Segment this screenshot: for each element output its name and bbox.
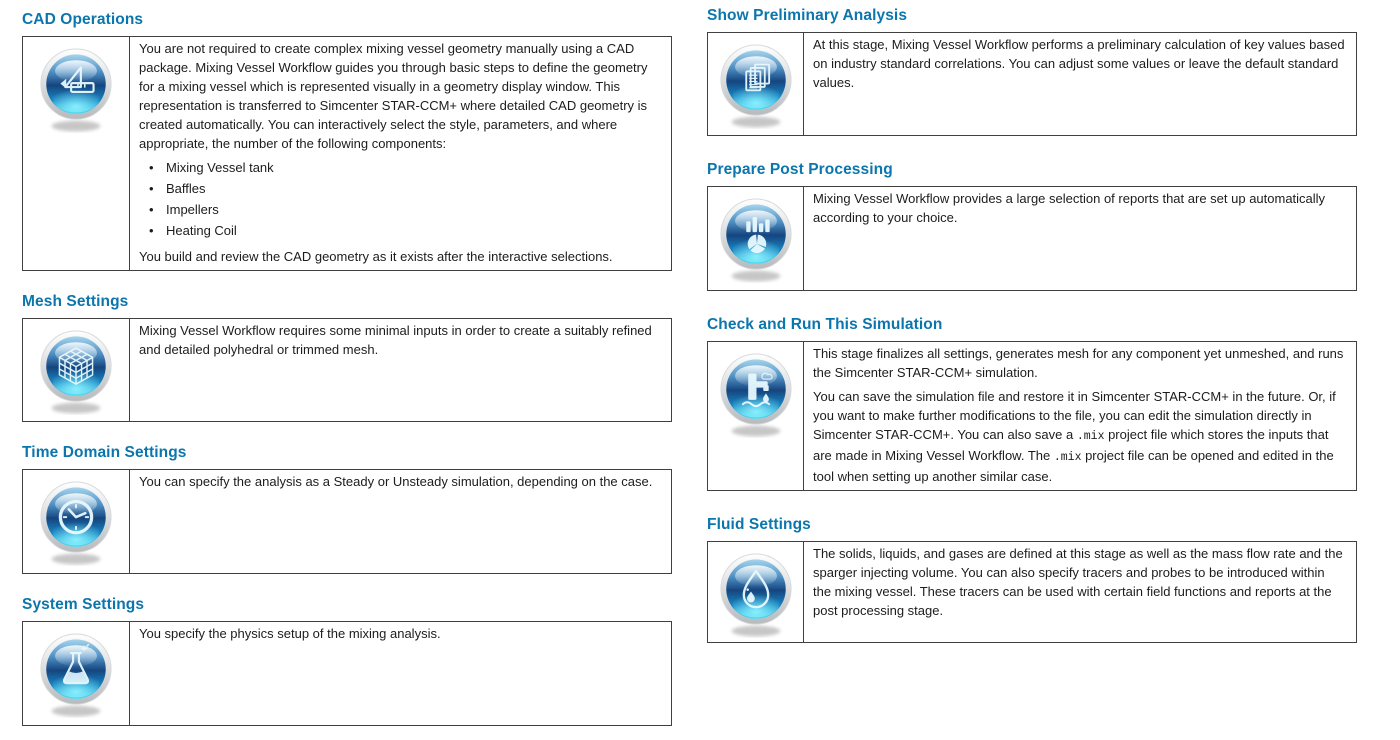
icon-cell	[708, 33, 804, 135]
icon-cell	[708, 187, 804, 290]
paragraph	[813, 344, 1346, 382]
section-title-system-settings: System Settings	[22, 596, 145, 613]
paragraph	[139, 472, 661, 491]
text-segment: project file which stores the inputs that are made in Mixing Vessel Workflow. The	[813, 427, 1329, 463]
section-title-fluid-settings: Fluid Settings	[707, 516, 811, 533]
section-show-preliminary-analysis	[707, 6, 1357, 136]
chart-icon	[717, 193, 795, 283]
mesh-icon	[37, 325, 115, 415]
bullet-item: • Heating Coil	[139, 221, 661, 240]
section-box	[707, 341, 1357, 491]
text-segment: You are not required to create complex mixing vessel geometry manually using a CAD package. Mixing Vessel Workflow guides you through basic steps to define the geometry for a mixing vessel which is represented visually in a geometry display window. This representation is transferred to Simcenter STAR-CCM+ where detailed CAD geometry is created automatically. You can interactively select the style, parameters, and where appropriate, the number of the following components:	[139, 41, 648, 151]
section-box	[22, 469, 672, 574]
inline-code: .mix	[1053, 451, 1082, 464]
text-cell	[804, 342, 1356, 490]
paragraph	[813, 387, 1346, 486]
clock-icon	[37, 476, 115, 566]
text-segment: Mixing Vessel Workflow provides a large selection of reports that are set up automatically according to your choice.	[813, 191, 1326, 225]
inline-code: .mix	[1076, 430, 1105, 443]
section-title-show-preliminary-analysis: Show Preliminary Analysis	[707, 7, 908, 24]
section-title-prepare-post-processing: Prepare Post Processing	[707, 161, 893, 178]
section-box	[707, 32, 1357, 136]
section-cad-operations	[22, 10, 672, 271]
paragraph	[139, 39, 661, 153]
text-cell	[130, 319, 671, 421]
section-title-time-domain-settings: Time Domain Settings	[22, 444, 187, 461]
section-box	[707, 541, 1357, 643]
text-segment: You can specify the analysis as a Steady or Unsteady simulation, depending on the case.	[139, 474, 653, 489]
paragraph	[813, 189, 1346, 227]
section-prepare-post-processing	[707, 160, 1357, 291]
flask-icon	[37, 628, 115, 718]
section-box	[22, 621, 672, 726]
text-cell	[130, 37, 671, 270]
left-column	[22, 10, 672, 726]
text-segment: You specify the physics setup of the mixing analysis.	[139, 626, 441, 641]
icon-cell	[708, 342, 804, 490]
bullet-item: • Baffles	[139, 179, 661, 198]
section-system-settings	[22, 595, 672, 726]
text-segment: This stage finalizes all settings, generates mesh for any component yet unmeshed, and runs the Simcenter STAR-CCM+ simulation.	[813, 346, 1344, 380]
icon-cell	[23, 470, 130, 573]
bullet-item: • Impellers	[139, 200, 661, 219]
icon-cell	[23, 622, 130, 725]
text-segment: You build and review the CAD geometry as it exists after the interactive selections.	[139, 249, 613, 264]
icon-cell	[23, 37, 130, 270]
paragraph	[813, 35, 1346, 92]
droplet-icon	[717, 548, 795, 638]
section-title-cad-operations: CAD Operations	[22, 11, 144, 28]
text-segment: The solids, liquids, and gases are defined at this stage as well as the mass flow rate and the sparger injecting volume. You can also specify tracers and probes to be introduced within the mixing vessel. These tracers can be used with certain field functions and reports at the post processing stage.	[813, 546, 1343, 618]
icon-cell	[708, 542, 804, 642]
text-segment: You can save the simulation file and restore it in Simcenter STAR-CCM+ in the future. Or, if you want to make further modifications to the file, you can edit the simulation directly in Simcenter STAR-CCM+. You can also save a	[813, 389, 1336, 442]
documents-icon	[717, 39, 795, 129]
bullet-list	[139, 158, 661, 240]
bullet-item: • Mixing Vessel tank	[139, 158, 661, 177]
section-check-and-run-this-simulation	[707, 315, 1357, 491]
section-box	[22, 36, 672, 271]
paragraph	[813, 544, 1346, 620]
cad-icon	[37, 43, 115, 133]
section-fluid-settings	[707, 515, 1357, 643]
text-cell	[804, 542, 1356, 642]
section-box	[22, 318, 672, 422]
paragraph	[139, 321, 661, 359]
text-cell	[804, 187, 1356, 290]
text-cell	[130, 470, 671, 573]
icon-cell	[23, 319, 130, 421]
faucet-icon	[717, 348, 795, 438]
section-time-domain-settings	[22, 443, 672, 574]
text-segment: At this stage, Mixing Vessel Workflow performs a preliminary calculation of key values based on industry standard correlations. You can adjust some values or leave the default standard values.	[813, 37, 1345, 90]
text-segment: Mixing Vessel Workflow requires some minimal inputs in order to create a suitably refined and detailed polyhedral or trimmed mesh.	[139, 323, 652, 357]
section-mesh-settings	[22, 292, 672, 422]
text-cell	[804, 33, 1356, 135]
text-cell	[130, 622, 671, 725]
paragraph	[139, 247, 661, 266]
section-title-check-and-run-this-simulation: Check and Run This Simulation	[707, 316, 943, 333]
right-column	[707, 6, 1357, 643]
paragraph	[139, 624, 661, 643]
text-segment: project file can be opened and edited in the tool when setting up another similar case.	[813, 448, 1334, 484]
section-box	[707, 186, 1357, 291]
section-title-mesh-settings: Mesh Settings	[22, 293, 129, 310]
